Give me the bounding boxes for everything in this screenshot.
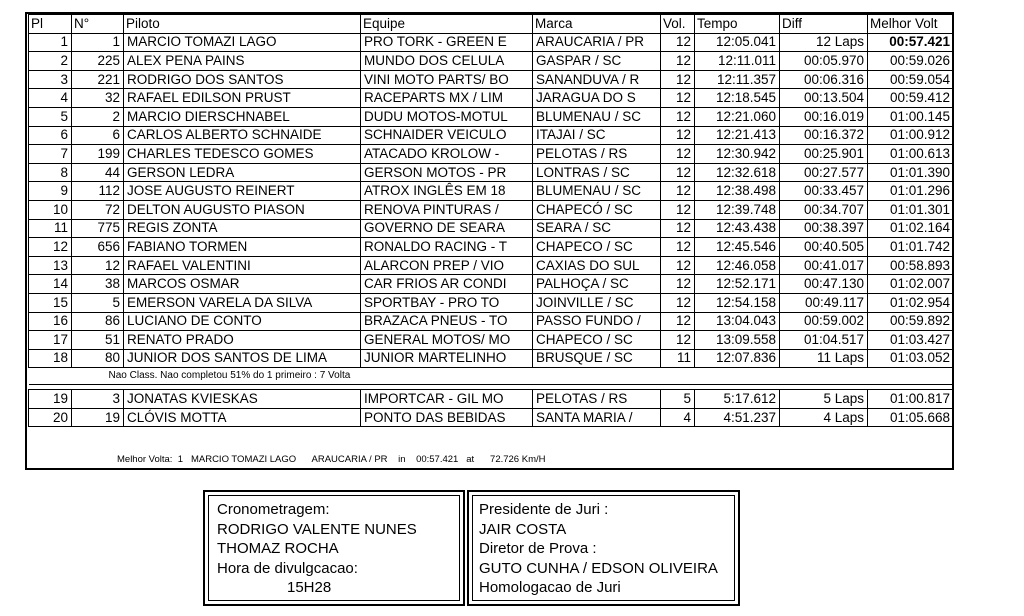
diff-cell: 00:47.130 — [780, 275, 868, 294]
num-cell: 112 — [72, 182, 124, 201]
melhor-volta-cell: 00:57.421 — [868, 33, 954, 52]
diff-cell: 00:05.970 — [780, 52, 868, 71]
pl-cell: 13 — [29, 256, 72, 275]
equipe-cell: IMPORTCAR - GIL MO — [361, 390, 533, 409]
num-cell: 12 — [72, 256, 124, 275]
diff-cell: 00:40.505 — [780, 238, 868, 257]
equipe-cell: RONALDO RACING - T — [361, 238, 533, 257]
tempo-cell: 5:17.612 — [695, 390, 780, 409]
equipe-cell: ATROX INGLÊS EM 18 — [361, 182, 533, 201]
presidente-name: JAIR COSTA — [479, 520, 567, 538]
pl-cell: 8 — [29, 163, 72, 182]
pl-cell: 16 — [29, 312, 72, 331]
pl-cell: 11 — [29, 219, 72, 238]
cronometragem-name-1: RODRIGO VALENTE NUNES — [217, 520, 417, 538]
table-row — [29, 52, 954, 71]
marca-cell: GASPAR / SC — [533, 52, 661, 71]
best-lap-num: 1 — [177, 454, 184, 465]
marca-cell: PELOTAS / RS — [533, 390, 661, 409]
num-cell: 72 — [72, 200, 124, 219]
melhor-volta-cell: 01:02.164 — [868, 219, 954, 238]
vol-cell: 12 — [661, 89, 695, 108]
tempo-cell: 12:46.058 — [695, 256, 780, 275]
header-marca: Marca — [533, 15, 661, 34]
marca-cell: PASSO FUNDO / — [533, 312, 661, 331]
vol-cell: 12 — [661, 33, 695, 52]
piloto-cell: RAFAEL EDILSON PRUST — [124, 89, 361, 108]
pl-cell: 2 — [29, 52, 72, 71]
vol-cell: 12 — [661, 145, 695, 164]
vol-cell: 12 — [661, 312, 695, 331]
pl-cell: 12 — [29, 238, 72, 257]
pl-cell: 1 — [29, 33, 72, 52]
table-row — [29, 312, 954, 331]
melhor-volta-cell: 01:03.427 — [868, 331, 954, 350]
best-lap-at: at — [466, 454, 475, 465]
piloto-cell: MARCOS OSMAR — [124, 275, 361, 294]
best-lap-piloto: MARCIO TOMAZI LAGO — [190, 454, 297, 465]
tempo-cell: 12:21.060 — [695, 107, 780, 126]
table-row — [29, 89, 954, 108]
melhor-volta-cell: 01:01.301 — [868, 200, 954, 219]
num-cell: 656 — [72, 238, 124, 257]
best-lap-in: in — [398, 454, 406, 465]
tempo-cell: 12:38.498 — [695, 182, 780, 201]
tempo-cell: 12:52.171 — [695, 275, 780, 294]
piloto-cell: GERSON LEDRA — [124, 163, 361, 182]
vol-cell: 12 — [661, 163, 695, 182]
vol-cell: 12 — [661, 52, 695, 71]
tempo-cell: 12:43.438 — [695, 219, 780, 238]
vol-cell: 5 — [661, 390, 695, 409]
diff-cell: 00:41.017 — [780, 256, 868, 275]
vol-cell: 12 — [661, 107, 695, 126]
pl-cell: 19 — [29, 390, 72, 409]
num-cell: 86 — [72, 312, 124, 331]
pl-cell: 14 — [29, 275, 72, 294]
header-melhor: Melhor Volt — [868, 15, 954, 34]
marca-cell: BLUMENAU / SC — [533, 107, 661, 126]
melhor-volta-cell: 01:02.954 — [868, 293, 954, 312]
equipe-cell: RACEPARTS MX / LIM — [361, 89, 533, 108]
equipe-cell: GENERAL MOTOS/ MO — [361, 331, 533, 350]
table-row — [29, 331, 954, 350]
cronometragem-title: Cronometragem: — [217, 501, 330, 518]
melhor-volta-cell: 01:00.912 — [868, 126, 954, 145]
diff-cell: 01:04.517 — [780, 331, 868, 350]
marca-cell: JOINVILLE / SC — [533, 293, 661, 312]
melhor-volta-cell: 01:00.145 — [868, 107, 954, 126]
vol-cell: 12 — [661, 293, 695, 312]
marca-cell: ARAUCARIA / PR — [533, 33, 661, 52]
non-classified-note: Nao Class. Nao completou 51% do 1 primeiro : 7 Volta — [29, 368, 954, 385]
table-row — [29, 349, 954, 368]
cronometragem-box — [203, 490, 465, 606]
pl-cell: 7 — [29, 145, 72, 164]
pl-cell: 5 — [29, 107, 72, 126]
piloto-cell: MARCIO TOMAZI LAGO — [124, 33, 361, 52]
num-cell: 6 — [72, 126, 124, 145]
marca-cell: BLUMENAU / SC — [533, 182, 661, 201]
diff-cell: 11 Laps — [780, 349, 868, 368]
piloto-cell: MARCIO DIERSCHNABEL — [124, 107, 361, 126]
table-row — [29, 293, 954, 312]
hora-value: 15H28 — [287, 579, 332, 596]
marca-cell: BRUSQUE / SC — [533, 349, 661, 368]
tempo-cell: 12:11.011 — [695, 52, 780, 71]
vol-cell: 12 — [661, 182, 695, 201]
equipe-cell: DUDU MOTOS-MOTUL — [361, 107, 533, 126]
table-header-row — [29, 15, 954, 34]
pl-cell: 20 — [29, 408, 72, 427]
tempo-cell: 12:54.158 — [695, 293, 780, 312]
table-row — [29, 107, 954, 126]
piloto-cell: CHARLES TEDESCO GOMES — [124, 145, 361, 164]
num-cell: 19 — [72, 408, 124, 427]
piloto-cell: LUCIANO DE CONTO — [124, 312, 361, 331]
pl-cell: 17 — [29, 331, 72, 350]
equipe-cell: SPORTBAY - PRO TO — [361, 293, 533, 312]
marca-cell: SANTA MARIA / — [533, 408, 661, 427]
vol-cell: 12 — [661, 256, 695, 275]
diff-cell: 00:49.117 — [780, 293, 868, 312]
equipe-cell: ATACADO KROLOW - — [361, 145, 533, 164]
piloto-cell: RAFAEL VALENTINI — [124, 256, 361, 275]
num-cell: 225 — [72, 52, 124, 71]
diff-cell: 5 Laps — [780, 390, 868, 409]
marca-cell: SANANDUVA / R — [533, 70, 661, 89]
diff-cell: 00:13.504 — [780, 89, 868, 108]
marca-cell: PALHOÇA / SC — [533, 275, 661, 294]
table-row — [29, 408, 954, 427]
diff-cell: 00:34.707 — [780, 200, 868, 219]
melhor-volta-cell: 00:58.893 — [868, 256, 954, 275]
table-row — [29, 275, 954, 294]
melhor-volta-cell: 01:01.296 — [868, 182, 954, 201]
marca-cell: CHAPECO / SC — [533, 238, 661, 257]
marca-cell: PELOTAS / RS — [533, 145, 661, 164]
piloto-cell: RENATO PRADO — [124, 331, 361, 350]
melhor-volta-cell: 01:01.390 — [868, 163, 954, 182]
vol-cell: 12 — [661, 126, 695, 145]
pl-cell: 9 — [29, 182, 72, 201]
equipe-cell: JUNIOR MARTELINHO — [361, 349, 533, 368]
table-row — [29, 182, 954, 201]
table-row — [29, 219, 954, 238]
diff-cell: 00:06.316 — [780, 70, 868, 89]
vol-cell: 12 — [661, 200, 695, 219]
num-cell: 32 — [72, 89, 124, 108]
num-cell: 5 — [72, 293, 124, 312]
equipe-cell: GOVERNO DE SEARA — [361, 219, 533, 238]
diff-cell: 00:27.577 — [780, 163, 868, 182]
table-row — [29, 126, 954, 145]
equipe-cell: MUNDO DOS CELULA — [361, 52, 533, 71]
juri-box — [467, 490, 740, 606]
piloto-cell: JONATAS KVIESKAS — [124, 390, 361, 409]
presidente-label: Presidente de Juri : — [479, 501, 609, 518]
header-pl: Pl — [29, 15, 72, 34]
melhor-volta-cell: 01:03.052 — [868, 349, 954, 368]
tempo-cell: 12:21.413 — [695, 126, 780, 145]
vol-cell: 12 — [661, 331, 695, 350]
melhor-volta-cell: 01:02.007 — [868, 275, 954, 294]
vol-cell: 11 — [661, 349, 695, 368]
diff-cell: 4 Laps — [780, 408, 868, 427]
tempo-cell: 12:32.618 — [695, 163, 780, 182]
vol-cell: 12 — [661, 238, 695, 257]
tempo-cell: 12:30.942 — [695, 145, 780, 164]
melhor-volta-cell: 01:00.613 — [868, 145, 954, 164]
tempo-cell: 4:51.237 — [695, 408, 780, 427]
equipe-cell: PONTO DAS BEBIDAS — [361, 408, 533, 427]
diff-cell: 00:16.372 — [780, 126, 868, 145]
pl-cell: 3 — [29, 70, 72, 89]
num-cell: 775 — [72, 219, 124, 238]
piloto-cell: EMERSON VARELA DA SILVA — [124, 293, 361, 312]
table-row — [29, 33, 954, 52]
table-row — [29, 390, 954, 409]
table-row — [29, 200, 954, 219]
best-lap-label: Melhor Volta: — [117, 454, 173, 465]
equipe-cell: CAR FRIOS AR CONDI — [361, 275, 533, 294]
piloto-cell: CLÓVIS MOTTA — [124, 408, 361, 427]
diff-cell: 00:25.901 — [780, 145, 868, 164]
num-cell: 221 — [72, 70, 124, 89]
vol-cell: 12 — [661, 70, 695, 89]
pl-cell: 4 — [29, 89, 72, 108]
marca-cell: CHAPECO / SC — [533, 331, 661, 350]
tempo-cell: 12:07.836 — [695, 349, 780, 368]
table-row — [29, 70, 954, 89]
piloto-cell: JUNIOR DOS SANTOS DE LIMA — [124, 349, 361, 368]
marca-cell: CHAPECÓ / SC — [533, 200, 661, 219]
best-lap-time: 00:57.421 — [416, 454, 459, 465]
table-row — [29, 256, 954, 275]
marca-cell: LONTRAS / SC — [533, 163, 661, 182]
piloto-cell: RODRIGO DOS SANTOS — [124, 70, 361, 89]
tempo-cell: 13:09.558 — [695, 331, 780, 350]
melhor-volta-cell: 01:01.742 — [868, 238, 954, 257]
pl-cell: 10 — [29, 200, 72, 219]
header-tempo: Tempo — [695, 15, 780, 34]
header-equipe: Equipe — [361, 15, 533, 34]
best-lap-marca: ARAUCARIA / PR — [311, 454, 388, 465]
tempo-cell: 12:18.545 — [695, 89, 780, 108]
equipe-cell: BRAZACA PNEUS - TO — [361, 312, 533, 331]
pl-cell: 18 — [29, 349, 72, 368]
tempo-cell: 13:04.043 — [695, 312, 780, 331]
diff-cell: 00:59.002 — [780, 312, 868, 331]
hora-label: Hora de divulgcacao: — [217, 559, 358, 577]
num-cell: 38 — [72, 275, 124, 294]
num-cell: 44 — [72, 163, 124, 182]
vol-cell: 12 — [661, 219, 695, 238]
marca-cell: JARAGUA DO S — [533, 89, 661, 108]
best-lap-line — [117, 454, 545, 465]
note-row — [29, 368, 954, 385]
marca-cell: ITAJAI / SC — [533, 126, 661, 145]
table-row — [29, 145, 954, 164]
homologacao-label: Homologacao de Juri — [479, 579, 621, 596]
diretor-name: GUTO CUNHA / EDSON OLIVEIRA — [479, 559, 718, 577]
marca-cell: CAXIAS DO SUL — [533, 256, 661, 275]
piloto-cell: DELTON AUGUSTO PIASON — [124, 200, 361, 219]
melhor-volta-cell: 00:59.054 — [868, 70, 954, 89]
header-piloto: Piloto — [124, 15, 361, 34]
vol-cell: 4 — [661, 408, 695, 427]
cronometragem-name-2: THOMAZ ROCHA — [217, 540, 339, 557]
results-table — [28, 14, 954, 427]
header-num: N° — [72, 15, 124, 34]
piloto-cell: JOSE AUGUSTO REINERT — [124, 182, 361, 201]
pl-cell: 15 — [29, 293, 72, 312]
diff-cell: 00:33.457 — [780, 182, 868, 201]
tempo-cell: 12:39.748 — [695, 200, 780, 219]
table-row — [29, 238, 954, 257]
equipe-cell: PRO TORK - GREEN E — [361, 33, 533, 52]
equipe-cell: RENOVA PINTURAS / — [361, 200, 533, 219]
equipe-cell: GERSON MOTOS - PR — [361, 163, 533, 182]
table-row — [29, 163, 954, 182]
tempo-cell: 12:11.357 — [695, 70, 780, 89]
marca-cell: SEARA / SC — [533, 219, 661, 238]
tempo-cell: 12:45.546 — [695, 238, 780, 257]
melhor-volta-cell: 00:59.026 — [868, 52, 954, 71]
num-cell: 51 — [72, 331, 124, 350]
tempo-cell: 12:05.041 — [695, 33, 780, 52]
equipe-cell: VINI MOTO PARTS/ BO — [361, 70, 533, 89]
piloto-cell: ALEX PENA PAINS — [124, 52, 361, 71]
melhor-volta-cell: 00:59.892 — [868, 312, 954, 331]
diff-cell: 12 Laps — [780, 33, 868, 52]
num-cell: 2 — [72, 107, 124, 126]
pl-cell: 6 — [29, 126, 72, 145]
diff-cell: 00:16.019 — [780, 107, 868, 126]
diff-cell: 00:38.397 — [780, 219, 868, 238]
num-cell: 199 — [72, 145, 124, 164]
best-lap-speed: 72.726 Km/H — [490, 454, 546, 465]
melhor-volta-cell: 00:59.412 — [868, 89, 954, 108]
piloto-cell: CARLOS ALBERTO SCHNAIDE — [124, 126, 361, 145]
piloto-cell: FABIANO TORMEN — [124, 238, 361, 257]
melhor-volta-cell: 01:05.668 — [868, 408, 954, 427]
num-cell: 3 — [72, 390, 124, 409]
header-vol: Vol. — [661, 15, 695, 34]
equipe-cell: SCHNAIDER VEICULO — [361, 126, 533, 145]
piloto-cell: REGIS ZONTA — [124, 219, 361, 238]
melhor-volta-cell: 01:00.817 — [868, 390, 954, 409]
equipe-cell: ALARCON PREP / VIO — [361, 256, 533, 275]
header-diff: Diff — [780, 15, 868, 34]
num-cell: 80 — [72, 349, 124, 368]
vol-cell: 12 — [661, 275, 695, 294]
diretor-label: Diretor de Prova : — [479, 540, 597, 557]
num-cell: 1 — [72, 33, 124, 52]
